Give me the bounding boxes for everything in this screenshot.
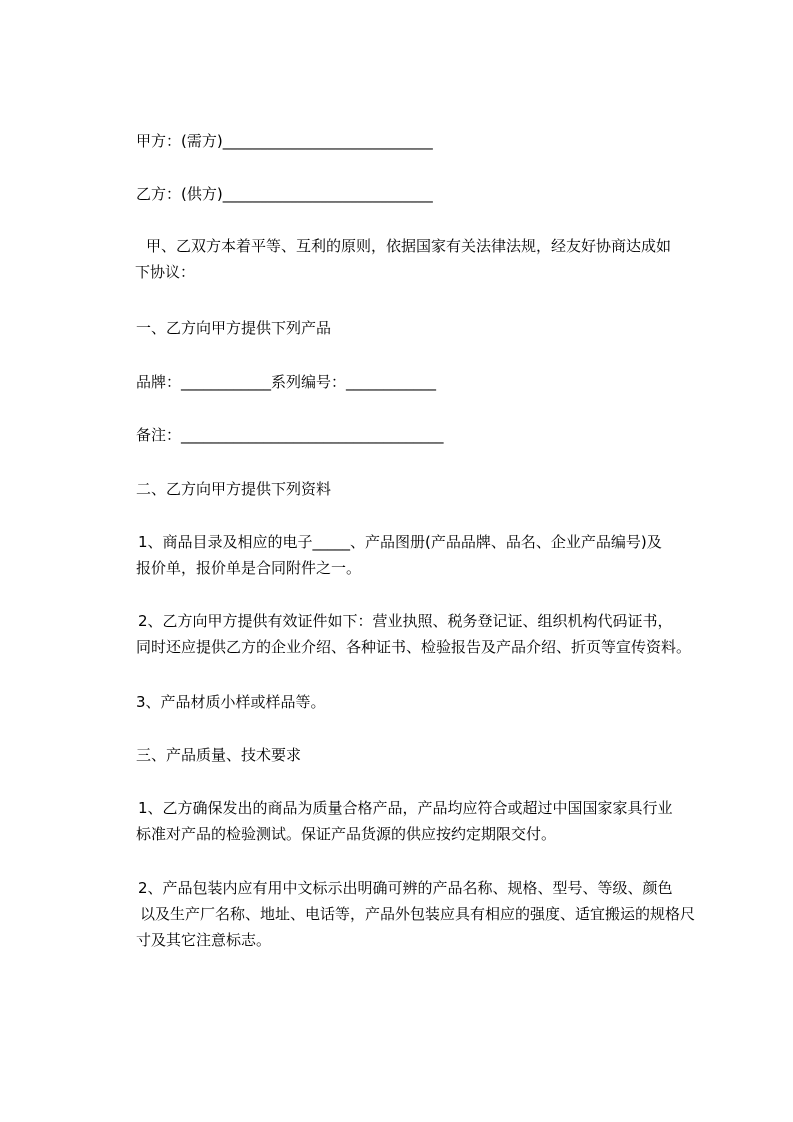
preamble-paragraph [136, 233, 718, 285]
section-2-item-2-line-2: 同时还应提供乙方的企业介绍、各种证书、检验报告及产品介绍、折页等宣传资料。 [136, 638, 692, 656]
section-1-heading: 一、乙方向甲方提供下列产品 [136, 319, 332, 337]
section-3-item-1 [136, 795, 718, 847]
brand-series-line: 品牌：____________系列编号：____________ [136, 373, 437, 391]
section-2-item-2-line-1: 2、乙方向甲方提供有效证件如下：营业执照、税务登记证、组织机构代码证书， [138, 612, 673, 630]
preamble-line-1: 甲、乙双方本着平等、互利的原则，依据国家有关法律法规，经友好协商达成如 [146, 237, 672, 255]
section-2-item-1 [136, 529, 718, 581]
section-3-item-2-line-1: 2、产品包装内应有用中文标示出明确可辨的产品名称、规格、型号、等级、颜色 [138, 879, 673, 897]
section-3-heading: 三、产品质量、技术要求 [136, 746, 302, 764]
section-2-item-1-line-2: 报价单，报价单是合同附件之一。 [136, 559, 362, 577]
section-2-item-3: 3、产品材质小样或样品等。 [136, 693, 326, 711]
section-2-item-2 [136, 608, 718, 660]
section-3-item-2-line-2: 以及生产厂名称、地址、电话等，产品外包装应具有相应的强度、适宜搬运的规格尺 [140, 905, 696, 923]
section-2-item-1-line-1: 1、商品目录及相应的电子_____、产品图册(产品品牌、品名、企业产品编号)及 [138, 533, 662, 551]
section-3-item-1-line-1: 1、乙方确保发出的商品为质量合格产品，产品均应符合或超过中国国家家具行业 [138, 799, 673, 817]
section-3-item-2-line-3: 寸及其它注意标志。 [136, 931, 272, 949]
section-3-item-1-line-2: 标准对产品的检验测试。保证产品货源的供应按约定期限交付。 [136, 825, 557, 843]
preamble-line-2: 下协议： [135, 263, 196, 281]
section-3-item-2 [136, 875, 718, 953]
party-b-line: 乙方：(供方)____________________________ [136, 185, 433, 203]
section-2-heading: 二、乙方向甲方提供下列资料 [136, 480, 332, 498]
remark-line: 备注：___________________________________ [136, 426, 444, 444]
party-a-line: 甲方：(需方)____________________________ [136, 132, 433, 150]
